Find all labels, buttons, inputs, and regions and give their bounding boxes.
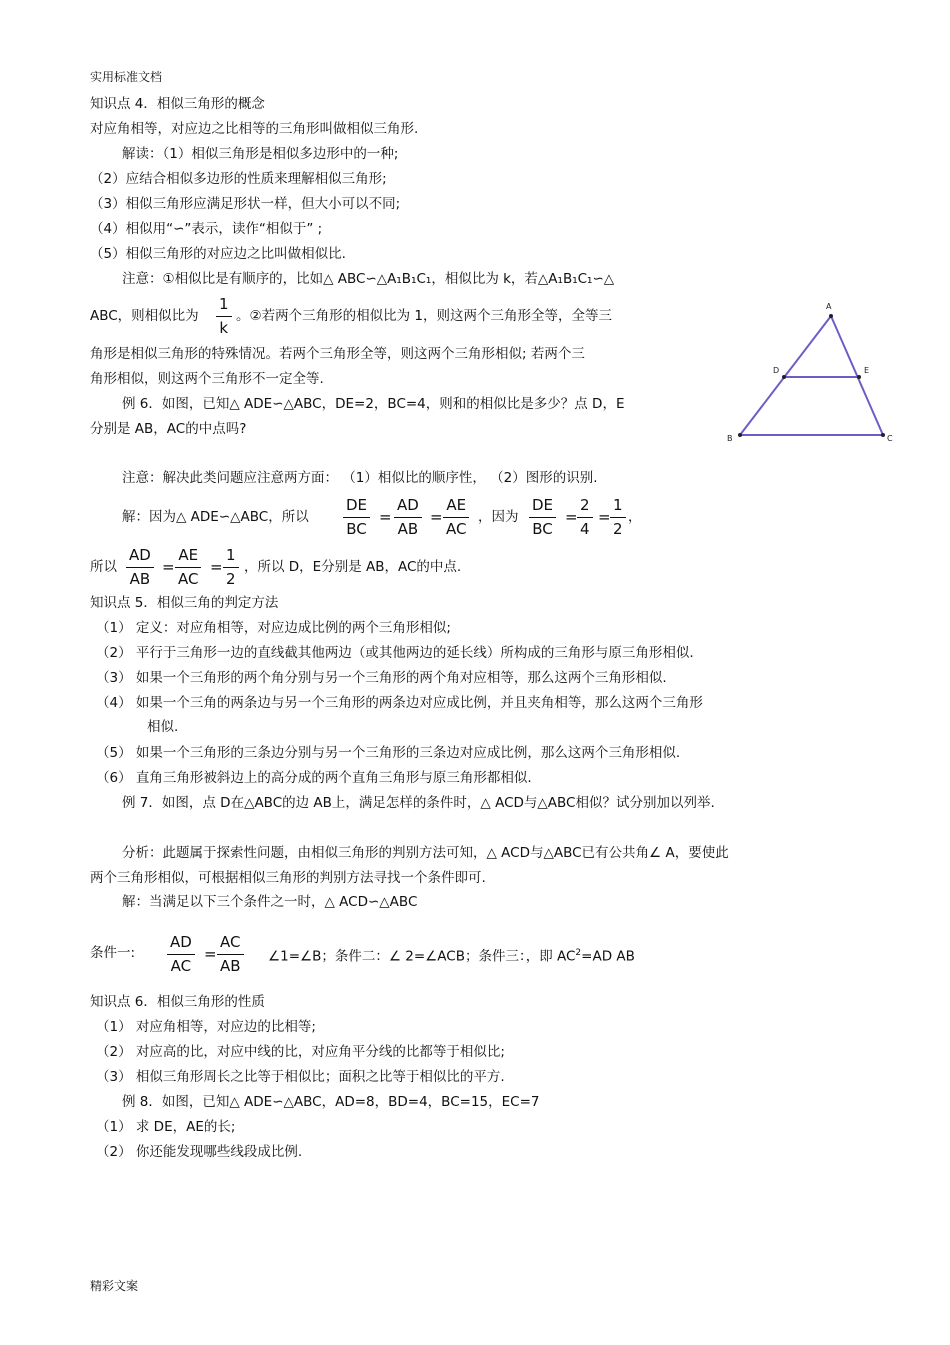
fraction-numerator: DE bbox=[346, 496, 368, 514]
fraction-denominator: AC bbox=[170, 957, 192, 975]
note-not-congruent-line: 角形相似，则这两个三角形不一定全等. bbox=[90, 371, 324, 387]
analysis-line-2: 两个三角形相似，可根据相似三角形的判别方法寻找一个条件即可. bbox=[90, 870, 486, 886]
fraction-ac-ab bbox=[217, 933, 244, 975]
kp5-item-5: （5） 如果一个三角形的三条边分别与另一个三角形的三条边对应成比例，那么这两个三角形相似. bbox=[96, 745, 681, 761]
point-a bbox=[829, 314, 833, 318]
kp5-item-3: （3） 如果一个三角形的两个角分别与另一个三角形的两个角对应相等，那么这两个三角形相似. bbox=[96, 670, 667, 686]
fraction-bar bbox=[443, 517, 469, 518]
equals-sign: = bbox=[598, 508, 611, 526]
fraction-bar bbox=[610, 517, 626, 518]
fraction-numerator: AE bbox=[178, 546, 199, 564]
point-e bbox=[857, 375, 861, 379]
fraction-denominator: 2 bbox=[226, 570, 236, 588]
fraction-bar bbox=[394, 517, 422, 518]
condition-prefix: 条件一: bbox=[90, 945, 136, 961]
example-6-question: 例 6．如图，已知△ ADE∽△ABC，DE=2，BC=4，则和的相似比是多少？点 D，E bbox=[122, 396, 625, 412]
equals-sign: = bbox=[162, 558, 175, 576]
condition-suffix bbox=[268, 944, 635, 966]
point-d bbox=[782, 375, 786, 379]
fraction-ae-ac-2 bbox=[175, 546, 201, 588]
fraction-numerator: AE bbox=[446, 496, 467, 514]
fraction-one-two bbox=[610, 496, 626, 538]
kp5-item-4-cont: 相似. bbox=[147, 719, 179, 735]
kp5-item-1: （1） 定义：对应角相等，对应边成比例的两个三角形相似; bbox=[96, 620, 451, 636]
label-e: E bbox=[864, 366, 870, 375]
fraction-bar bbox=[217, 954, 244, 955]
fraction-numerator: 2 bbox=[580, 496, 590, 514]
fraction-bar bbox=[343, 517, 370, 518]
analysis-line-1: 分析：此题属于探索性问题，由相似三角形的判别方法可知，△ ACD与△ABC已有公共角∠ A，要使此 bbox=[122, 845, 729, 861]
solution-6-mid: ，因为 bbox=[478, 509, 519, 525]
equals-sign: = bbox=[430, 508, 443, 526]
side-ac bbox=[831, 316, 883, 435]
solution-6-prefix: 解：因为△ ADE∽△ABC，所以 bbox=[122, 509, 309, 525]
label-b: B bbox=[727, 434, 733, 443]
condition-tail: =AD AB bbox=[581, 948, 635, 965]
example-6-question-cont: 分别是 AB，AC的中点吗? bbox=[90, 421, 247, 437]
fraction-numerator: 1 bbox=[613, 496, 623, 514]
kp4-definition: 对应角相等，对应边之比相等的三角形叫做相似三角形. bbox=[90, 121, 419, 137]
fraction-ad-ab-2 bbox=[126, 546, 154, 588]
kp4-reading-3: （3）相似三角形应满足形状一样，但大小可以不同; bbox=[90, 196, 401, 212]
kp6-item-2: （2） 对应高的比，对应中线的比，对应角平分线的比都等于相似比; bbox=[96, 1044, 505, 1060]
note-similarity-ratio: 注意：①相似比是有顺序的，比如△ ABC∽△A₁B₁C₁，相似比为 k，若△A₁B₁C₁∽△ bbox=[122, 271, 615, 287]
note-ratio-suffix: 。②若两个三角形的相似比为 1，则这两个三角形全等，全等三 bbox=[236, 308, 612, 324]
fraction-denominator: AC bbox=[178, 570, 199, 588]
equals-sign: = bbox=[204, 945, 217, 963]
fraction-numerator: AD bbox=[170, 933, 192, 951]
fraction-bar bbox=[529, 517, 556, 518]
fraction-ad-ab bbox=[394, 496, 422, 538]
label-d: D bbox=[773, 366, 780, 375]
kp5-item-6: （6） 直角三角形被斜边上的高分成的两个直角三角形与原三角形都相似. bbox=[96, 770, 532, 786]
kp4-reading-1: 解读：（1）相似三角形是相似多边形中的一种; bbox=[122, 146, 399, 162]
kp5-item-4: （4） 如果一个三角的两条边与另一个三角形的两条边对应成比例，并且夹角相等，那么这两个三角形 bbox=[96, 695, 703, 711]
fraction-denominator: k bbox=[219, 319, 229, 337]
kp4-reading-4: （4）相似用“∽”表示，读作“相似于” ; bbox=[90, 221, 323, 237]
fraction-numerator: AD bbox=[397, 496, 419, 514]
fraction-numerator: 1 bbox=[226, 546, 236, 564]
side-ab bbox=[740, 316, 831, 435]
fraction-denominator: AC bbox=[446, 520, 467, 538]
fraction-numerator: DE bbox=[532, 496, 554, 514]
fraction-bar bbox=[577, 517, 593, 518]
kp4-reading-2: （2）应结合相似多边形的性质来理解相似三角形; bbox=[90, 171, 387, 187]
fraction-de-bc-2 bbox=[529, 496, 556, 538]
fraction-numerator: AD bbox=[129, 546, 151, 564]
condition-text: ∠1=∠B；条件二：∠ 2=∠ACB；条件三：，即 AC bbox=[268, 948, 576, 965]
fraction-denominator: 4 bbox=[580, 520, 590, 538]
kp4-title: 知识点 4．相似三角形的概念 bbox=[90, 96, 265, 112]
kp5-item-2: （2） 平行于三角形一边的直线截其他两边（或其他两边的延长线）所构成的三角形与原三角形相似. bbox=[96, 645, 694, 661]
kp6-title: 知识点 6．相似三角形的性质 bbox=[90, 994, 265, 1010]
fraction-one-over-k bbox=[216, 295, 232, 337]
kp4-reading-5: （5）相似三角形的对应边之比叫做相似比. bbox=[90, 246, 346, 262]
fraction-one-two-2 bbox=[223, 546, 239, 588]
fraction-bar bbox=[223, 567, 239, 568]
note-ratio-prefix: ABC，则相似比为 bbox=[90, 308, 199, 324]
fraction-denominator: 2 bbox=[613, 520, 623, 538]
kp6-item-3: （3） 相似三角形周长之比等于相似比；面积之比等于相似比的平方. bbox=[96, 1069, 505, 1085]
note-two-aspects: 注意：解决此类问题应注意两方面： （1）相似比的顺序性， （2）图形的识别. bbox=[122, 470, 598, 486]
triangle-figure bbox=[722, 297, 902, 447]
fraction-bar bbox=[216, 316, 232, 317]
page-footer: 精彩文案 bbox=[90, 1279, 139, 1293]
so-suffix: ，所以 D，E分别是 AB，AC的中点. bbox=[244, 559, 462, 575]
fraction-numerator: 1 bbox=[219, 295, 229, 313]
equals-sign: = bbox=[379, 508, 392, 526]
equals-sign: = bbox=[210, 558, 223, 576]
so-prefix: 所以 bbox=[90, 559, 117, 575]
fraction-numerator: AC bbox=[220, 933, 241, 951]
kp5-title: 知识点 5．相似三角的判定方法 bbox=[90, 595, 279, 611]
fraction-two-four bbox=[577, 496, 593, 538]
example-8-question: 例 8．如图，已知△ ADE∽△ABC，AD=8，BD=4，BC=15，EC=7 bbox=[122, 1094, 540, 1110]
fraction-denominator: BC bbox=[346, 520, 367, 538]
fraction-bar bbox=[175, 567, 201, 568]
page-header: 实用标准文档 bbox=[90, 70, 163, 84]
point-c bbox=[881, 433, 885, 437]
fraction-denominator: AB bbox=[220, 957, 241, 975]
fraction-de-bc bbox=[343, 496, 370, 538]
example-8-part-1: （1） 求 DE，AE的长; bbox=[96, 1119, 236, 1135]
fraction-bar bbox=[167, 954, 195, 955]
solution-6-end: ， bbox=[628, 509, 642, 525]
fraction-denominator: AB bbox=[129, 570, 151, 588]
example-7-question: 例 7．如图，点 D在△ABC的边 AB上，满足怎样的条件时，△ ACD与△ABC相似？试分别加以列举. bbox=[122, 795, 715, 811]
label-a: A bbox=[826, 302, 832, 311]
example-8-part-2: （2） 你还能发现哪些线段成比例. bbox=[96, 1144, 303, 1160]
note-congruent-line: 角形是相似三角形的特殊情况。若两个三角形全等，则这两个三角形相似; 若两个三 bbox=[90, 346, 585, 362]
fraction-denominator: BC bbox=[532, 520, 553, 538]
fraction-ad-ac bbox=[167, 933, 195, 975]
point-b bbox=[738, 433, 742, 437]
solution-7: 解：当满足以下三个条件之一时，△ ACD∽△ABC bbox=[122, 894, 418, 910]
fraction-bar bbox=[126, 567, 154, 568]
fraction-denominator: AB bbox=[397, 520, 419, 538]
superscript-two: 2 bbox=[575, 948, 582, 958]
kp6-item-1: （1） 对应角相等，对应边的比相等; bbox=[96, 1019, 316, 1035]
fraction-ae-ac bbox=[443, 496, 469, 538]
label-c: C bbox=[887, 434, 893, 443]
equals-sign: = bbox=[565, 508, 578, 526]
